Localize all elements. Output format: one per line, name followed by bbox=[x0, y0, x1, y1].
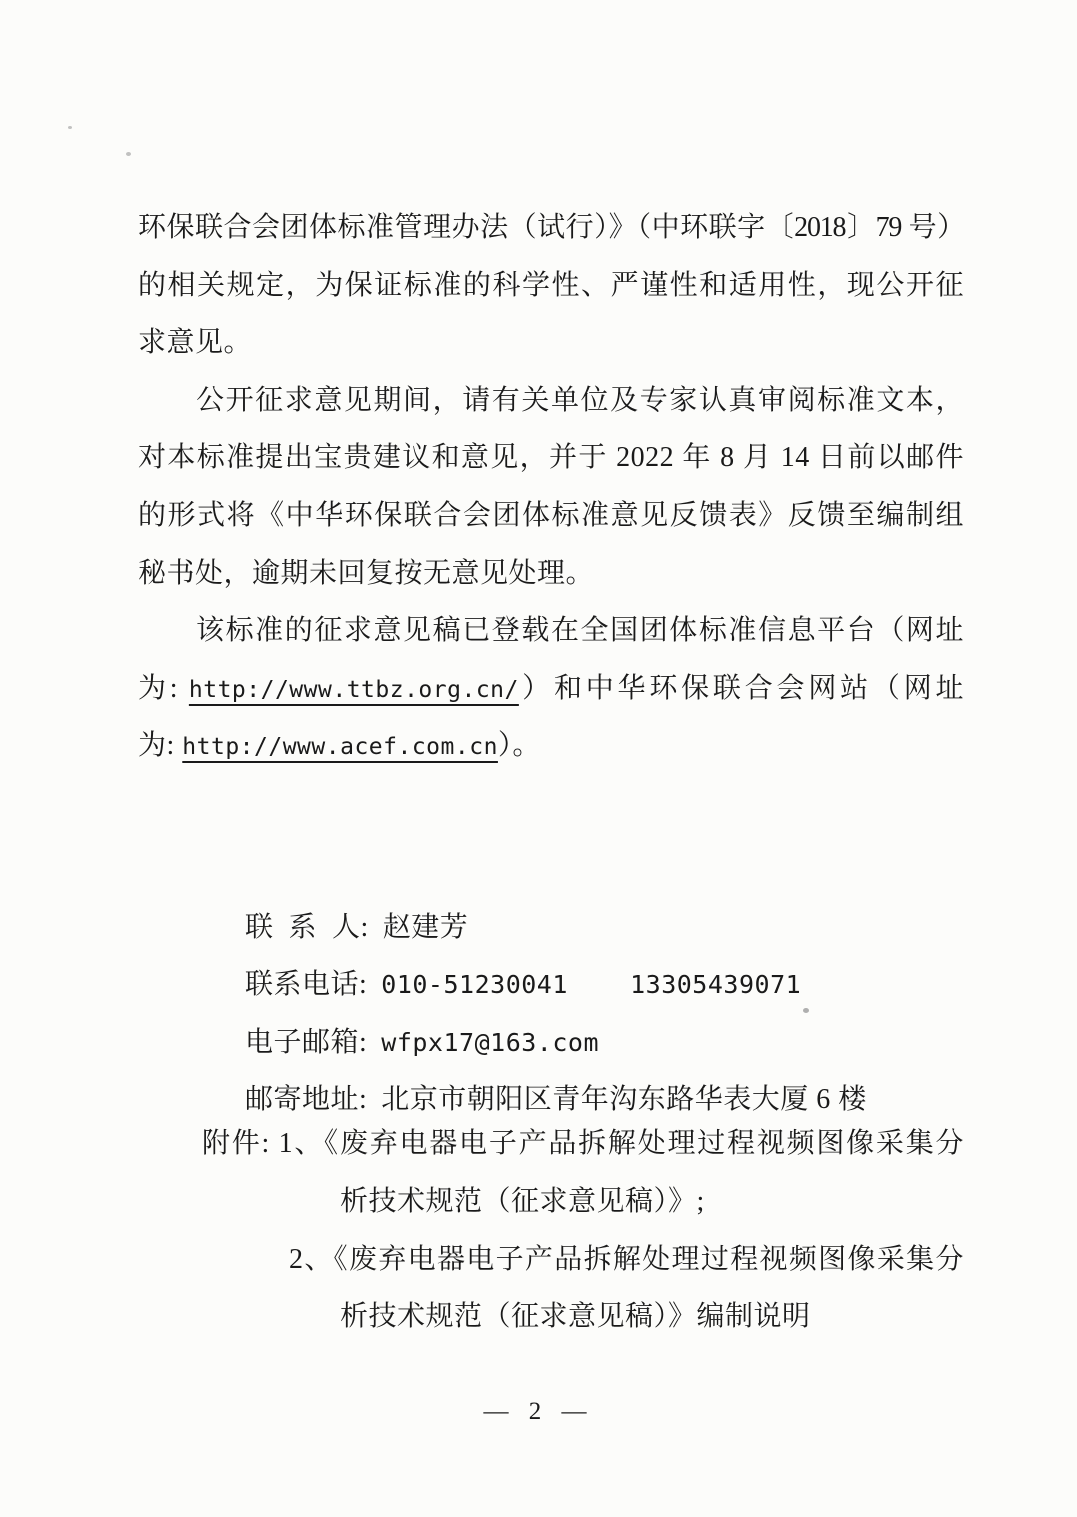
body-line: 公开征求意见期间，请有关单位及专家认真审阅标准文本， bbox=[196, 384, 964, 416]
letter-body bbox=[138, 199, 964, 1346]
contact-value: wfpx17@163.com bbox=[381, 1027, 599, 1057]
body-line: 的相关规定，为保证标准的科学性、严谨性和适用性，现公开征 bbox=[138, 269, 964, 301]
contact-label: 联 系 人: bbox=[245, 911, 369, 943]
text-segment: ）和中华环保联合会网站（网址 bbox=[518, 672, 964, 704]
attachment-row: 附件: 1、《废弃电器电子产品拆解处理过程视频图像采集分 bbox=[202, 1128, 964, 1160]
attachment-row: 析技术规范（征求意见稿）》; bbox=[340, 1185, 705, 1217]
text-segment: 为: bbox=[138, 730, 183, 762]
attachment-row: 析技术规范（征求意见稿）》编制说明 bbox=[340, 1301, 811, 1333]
contact-label: 电子邮箱: bbox=[245, 1026, 368, 1058]
link-acef-url[interactable]: http://www.acef.com.cn bbox=[182, 734, 498, 761]
body-line: 该标准的征求意见稿已登载在全国团体标准信息平台（网址 bbox=[196, 615, 964, 647]
scan-speck bbox=[126, 152, 131, 156]
contact-value: 010-51230041 13305439071 bbox=[381, 970, 802, 1000]
body-line: 秘书处，逾期未回复按无意见处理。 bbox=[138, 557, 595, 589]
contact-label: 联系电话: bbox=[245, 969, 368, 1001]
text-segment: ）。 bbox=[497, 730, 541, 762]
body-line-with-url bbox=[138, 717, 964, 775]
contact-label: 邮寄地址: bbox=[245, 1084, 368, 1116]
contact-value: 北京市朝阳区青年沟东路华表大厦 6 楼 bbox=[381, 1084, 867, 1116]
contact-row-person bbox=[138, 841, 964, 943]
scan-speck bbox=[68, 126, 72, 129]
contact-value: 赵建芳 bbox=[382, 911, 469, 943]
body-line: 的形式将《中华环保联合会团体标准意见反馈表》反馈至编制组 bbox=[138, 499, 964, 531]
attachment-row: 2、《废弃电器电子产品拆解处理过程视频图像采集分 bbox=[289, 1243, 964, 1275]
body-line: 对本标准提出宝贵建议和意见，并于 2022 年 8 月 14 日前以邮件 bbox=[138, 442, 964, 474]
link-ttbz-url[interactable]: http://www.ttbz.org.cn/ bbox=[188, 676, 519, 703]
body-line-with-url bbox=[138, 660, 964, 718]
text-segment: 为: bbox=[138, 672, 189, 704]
blank-gap bbox=[138, 775, 964, 841]
body-line: 求意见。 bbox=[138, 327, 253, 359]
body-line: 环保联合会团体标准管理办法（试行）》（中环联字〔2018〕79 号） bbox=[138, 212, 964, 243]
page-number: — 2 — bbox=[483, 1398, 594, 1425]
